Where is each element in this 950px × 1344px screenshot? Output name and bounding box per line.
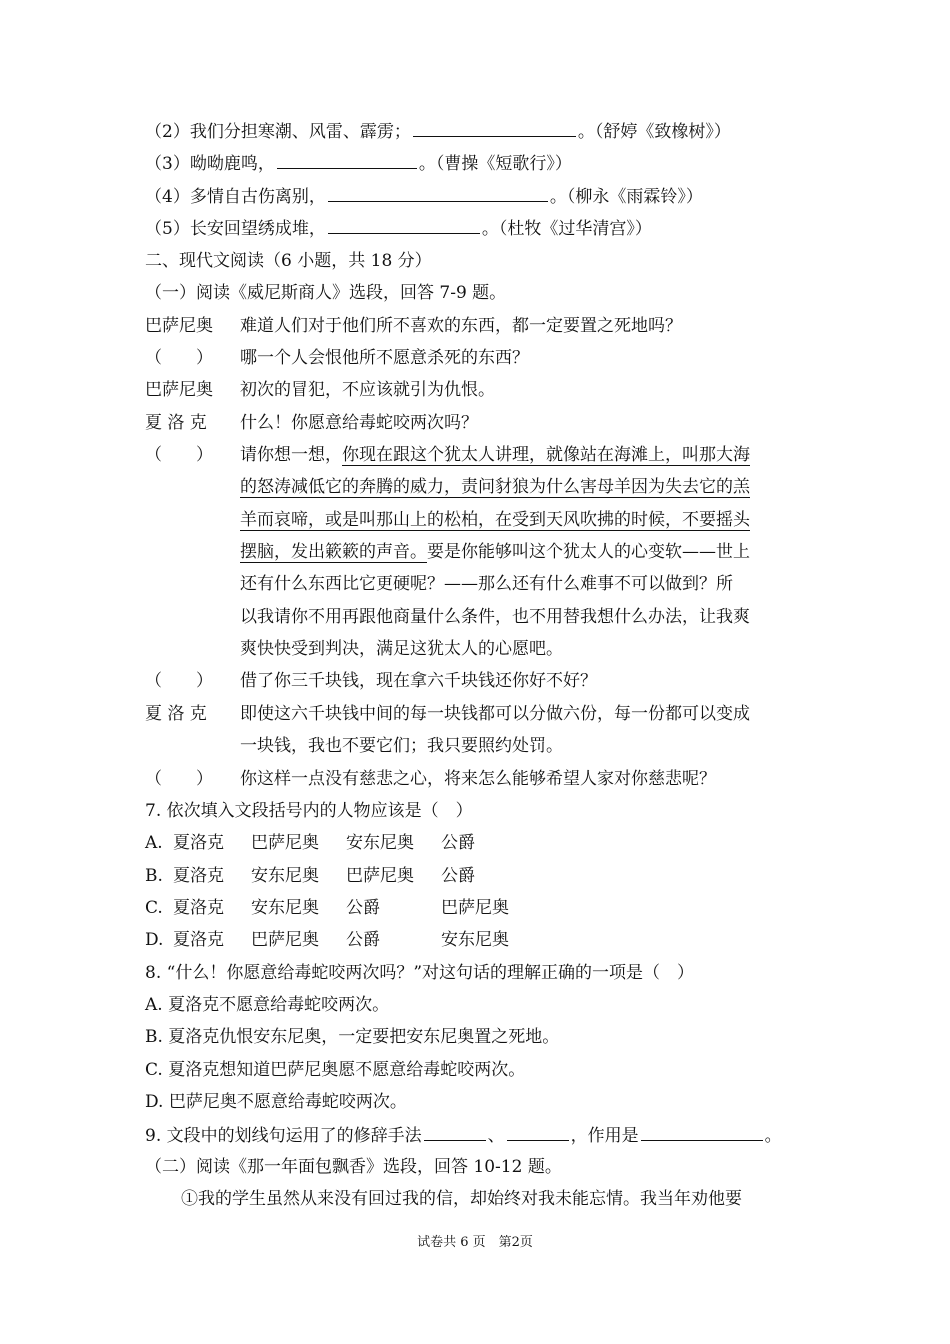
answer-blank[interactable] bbox=[277, 148, 417, 169]
speech-continuation bbox=[240, 537, 750, 567]
speech-text: 即使这六千块钱中间的每一块钱都可以分做六份，每一份都可以变成 bbox=[240, 704, 750, 724]
question-8-stem: 8. “什么！你愿意给毒蛇咬两次吗？”对这句话的理解正确的一项是（ ） bbox=[145, 963, 695, 983]
option-item: 巴萨尼奥 bbox=[441, 898, 509, 918]
option-item: 巴萨尼奥 bbox=[251, 930, 319, 950]
answer-blank[interactable] bbox=[507, 1120, 569, 1141]
question-text: （2）我们分担寒潮、风雷、霹雳； bbox=[145, 122, 411, 142]
option-letter: C. bbox=[145, 898, 163, 918]
question-9 bbox=[145, 1120, 782, 1150]
question-source: 。（舒婷《致橡树》） bbox=[577, 122, 731, 142]
question-text: ，作用是 bbox=[570, 1126, 639, 1146]
answer-blank[interactable] bbox=[328, 181, 548, 202]
underlined-text: 的怒涛减低它的奔腾的威力，责问豺狼为什么害母羊因为失去它的羔 bbox=[240, 477, 750, 497]
q7-option-b[interactable] bbox=[145, 861, 475, 891]
question-text: （4）多情自古伤离别， bbox=[145, 187, 326, 207]
option-item: 安东尼奥 bbox=[441, 930, 509, 950]
speaker-blank: （ ） bbox=[145, 769, 213, 789]
speaker-label: 夏 洛 克 bbox=[145, 704, 207, 724]
speaker-label: 巴萨尼奥 bbox=[145, 380, 213, 400]
speaker-label: 巴萨尼奥 bbox=[145, 316, 213, 336]
option-item: 夏洛克 bbox=[173, 833, 224, 853]
question-text: （5）长安回望绣成堆， bbox=[145, 219, 326, 239]
speech-text: 什么！你愿意给毒蛇咬两次吗？ bbox=[240, 413, 478, 433]
underlined-sentence bbox=[240, 472, 750, 502]
option-item: 公爵 bbox=[441, 866, 475, 886]
option-item: 安东尼奥 bbox=[251, 866, 319, 886]
underlined-sentence bbox=[240, 505, 750, 535]
question-source: 。（柳永《雨霖铃》） bbox=[549, 187, 703, 207]
q7-option-d[interactable] bbox=[145, 925, 509, 955]
speech-text bbox=[240, 440, 750, 470]
option-item: 安东尼奥 bbox=[251, 898, 319, 918]
option-item: 安东尼奥 bbox=[346, 833, 414, 853]
speaker-label: 夏 洛 克 bbox=[145, 413, 207, 433]
answer-blank[interactable] bbox=[328, 213, 480, 234]
option-letter: A. bbox=[145, 833, 163, 853]
option-item: 巴萨尼奥 bbox=[251, 833, 319, 853]
option-item: 夏洛克 bbox=[173, 930, 224, 950]
q7-option-c[interactable] bbox=[145, 893, 509, 923]
underlined-sentence: 你现在跟这个犹太人讲理，就像站在海滩上，叫那大海 bbox=[342, 445, 750, 465]
question-source: 。（曹操《短歌行》） bbox=[418, 154, 572, 174]
speech-continuation: 一块钱，我也不要它们；我只要照约处罚。 bbox=[240, 736, 563, 756]
q8-option-a[interactable]: A. 夏洛克不愿意给毒蛇咬两次。 bbox=[145, 995, 390, 1015]
speaker-blank: （ ） bbox=[145, 445, 213, 465]
speech-fragment: 要是你能够叫这个犹太人的心变软——世上 bbox=[427, 542, 750, 562]
speech-fragment: 请你想一想， bbox=[240, 445, 342, 465]
page-footer: 试卷共 6 页 第2页 bbox=[417, 1235, 533, 1250]
answer-blank[interactable] bbox=[413, 116, 576, 137]
question-end: 。 bbox=[764, 1126, 782, 1146]
option-item: 夏洛克 bbox=[173, 898, 224, 918]
speech-continuation: 还有什么东西比它更硬呢？——那么还有什么难事不可以做到？所 bbox=[240, 574, 733, 594]
speech-text: 哪一个人会恨他所不愿意杀死的东西？ bbox=[240, 348, 529, 368]
speech-continuation: 以我请你不用再跟他商量什么条件，也不用替我想什么办法，让我爽 bbox=[240, 607, 750, 627]
underlined-text: 羊而哀啼，或是叫那山上的松柏，在受到天风吹拂的时候，不要摇头 bbox=[240, 510, 750, 530]
question-source: 。（杜牧《过华清宫》） bbox=[481, 219, 652, 239]
paragraph-1: ①我的学生虽然从来没有回过我的信，却始终对我未能忘情。我当年劝他要 bbox=[181, 1189, 742, 1209]
speech-text: 借了你三千块钱，现在拿六千块钱还你好不好？ bbox=[240, 671, 597, 691]
section-heading: 二、现代文阅读（6 小题，共 18 分） bbox=[145, 251, 432, 271]
speech-text: 难道人们对于他们所不喜欢的东西，都一定要置之死地吗？ bbox=[240, 316, 682, 336]
question-text: （3）呦呦鹿鸣， bbox=[145, 154, 275, 174]
q8-option-c[interactable]: C. 夏洛克想知道巴萨尼奥愿不愿意给毒蛇咬两次。 bbox=[145, 1060, 526, 1080]
option-item: 公爵 bbox=[346, 898, 380, 918]
speech-continuation: 爽快快受到判决，满足这犹太人的心愿吧。 bbox=[240, 639, 563, 659]
option-letter: B. bbox=[145, 866, 163, 886]
q8-option-b[interactable]: B. 夏洛克仇恨安东尼奥，一定要把安东尼奥置之死地。 bbox=[145, 1027, 560, 1047]
speaker-blank: （ ） bbox=[145, 671, 213, 691]
fill-question-5 bbox=[145, 213, 652, 243]
fill-question-4 bbox=[145, 181, 703, 211]
option-item: 巴萨尼奥 bbox=[346, 866, 414, 886]
speech-text: 你这样一点没有慈悲之心，将来怎么能够希望人家对你慈悲呢？ bbox=[240, 769, 716, 789]
question-7-stem: 7. 依次填入文段括号内的人物应该是（ ） bbox=[145, 801, 473, 821]
speech-text: 初次的冒犯，不应该就引为仇恨。 bbox=[240, 380, 495, 400]
speaker-blank: （ ） bbox=[145, 348, 213, 368]
question-text: 9. 文段中的划线句运用了的修辞手法 bbox=[145, 1126, 422, 1146]
fill-question-3 bbox=[145, 148, 572, 178]
separator: 、 bbox=[487, 1126, 505, 1146]
option-letter: D. bbox=[145, 930, 164, 950]
reading-2-heading: （二）阅读《那一年面包飘香》选段，回答 10-12 题。 bbox=[145, 1157, 562, 1177]
answer-blank[interactable] bbox=[424, 1120, 486, 1141]
option-item: 公爵 bbox=[346, 930, 380, 950]
option-item: 夏洛克 bbox=[173, 866, 224, 886]
q8-option-d[interactable]: D. 巴萨尼奥不愿意给毒蛇咬两次。 bbox=[145, 1092, 407, 1112]
option-item: 公爵 bbox=[441, 833, 475, 853]
answer-blank[interactable] bbox=[641, 1120, 763, 1141]
q7-option-a[interactable] bbox=[145, 828, 475, 858]
reading-1-heading: （一）阅读《威尼斯商人》选段，回答 7-9 题。 bbox=[145, 283, 507, 303]
underlined-text: 摆脑，发出簌簌的声音。 bbox=[240, 542, 427, 562]
fill-question-2 bbox=[145, 116, 731, 146]
